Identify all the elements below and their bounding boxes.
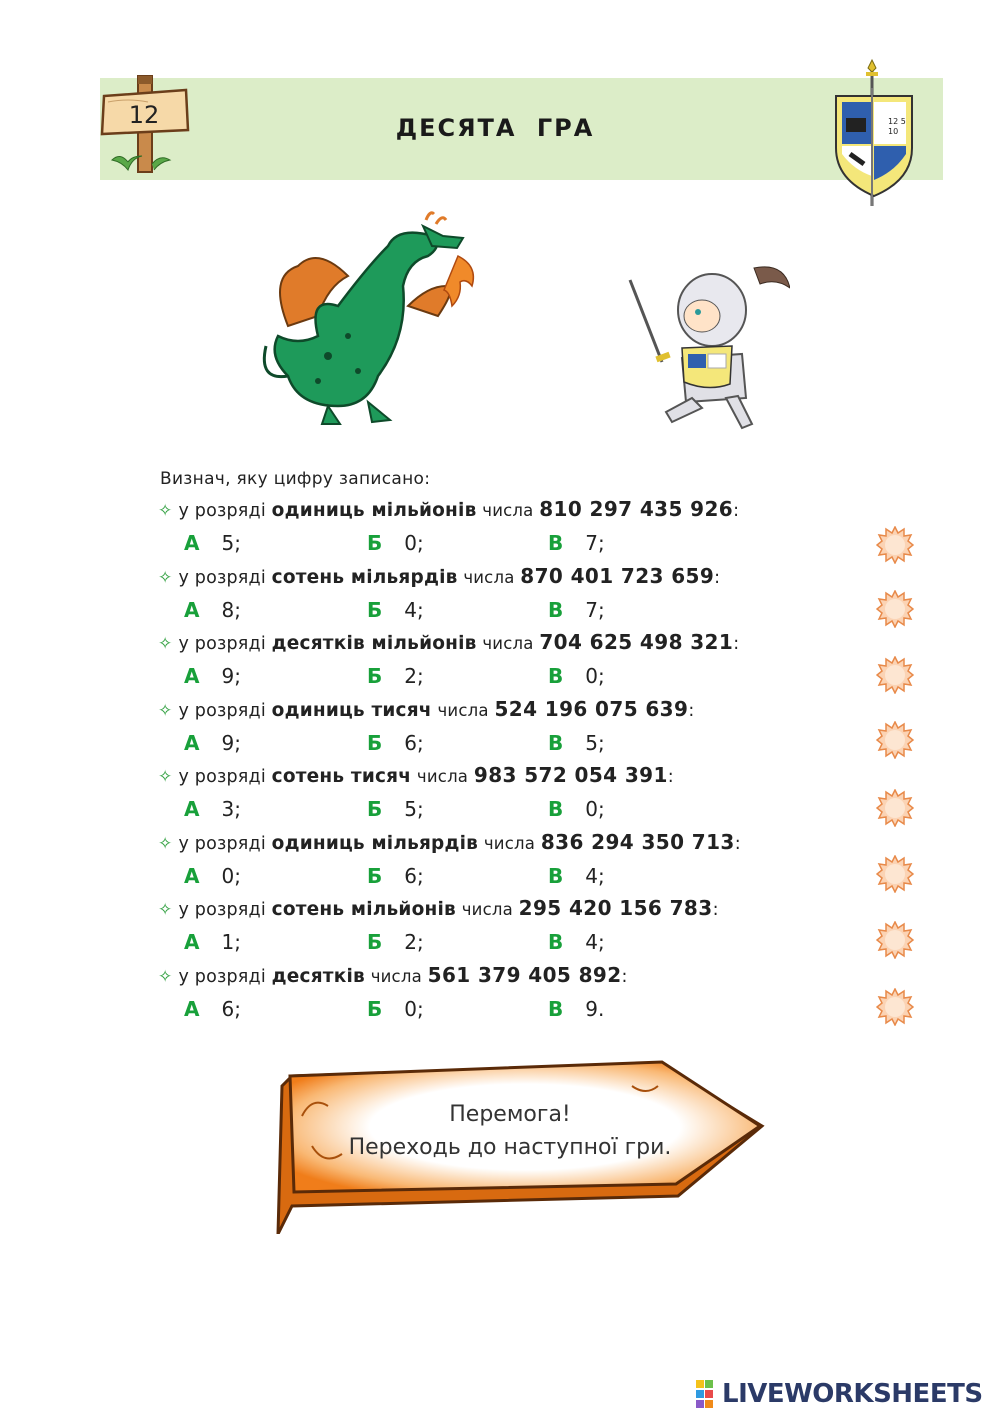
sparkle-icon: ✧: [158, 833, 173, 854]
answer-letter: Б: [367, 930, 383, 954]
answer-letter: Б: [367, 797, 383, 821]
question-end: :: [712, 900, 719, 920]
dragon-illustration: [258, 206, 488, 434]
question-text: [158, 564, 720, 588]
answer-option-c[interactable]: [548, 930, 605, 954]
answer-options: [184, 664, 844, 692]
answer-option-b[interactable]: [367, 797, 424, 821]
question-item: [158, 564, 838, 631]
sparkle-icon: ✧: [158, 567, 173, 588]
answer-option-a[interactable]: [184, 598, 241, 622]
shield-sword-icon: [832, 58, 916, 208]
question-word: числа: [483, 833, 536, 853]
answer-value: 7;: [585, 597, 605, 622]
answer-value: 4;: [404, 597, 424, 622]
question-number: 983 572 054 391: [473, 763, 668, 787]
answer-letter: А: [184, 531, 200, 555]
answer-option-b[interactable]: [367, 598, 424, 622]
answer-letter: В: [548, 996, 564, 1021]
question-word: числа: [463, 567, 515, 587]
sparkle-icon: ✧: [158, 700, 173, 721]
answer-drop-zone-5[interactable]: [876, 789, 914, 827]
question-prefix: у розряді: [178, 501, 266, 521]
question-place: одиниць мільйонів: [271, 500, 477, 521]
question-text: [158, 697, 694, 721]
answer-option-c[interactable]: [548, 598, 605, 622]
answer-letter: А: [184, 930, 200, 954]
answer-letter: В: [548, 730, 564, 755]
instruction-text: Визнач, яку цифру записано:: [160, 469, 431, 489]
question-end: :: [733, 501, 740, 521]
question-number: 870 401 723 659: [520, 563, 715, 588]
answer-option-a[interactable]: [184, 731, 241, 755]
question-prefix: у розряді: [178, 833, 266, 854]
question-text: [158, 763, 674, 787]
answer-letter: Б: [367, 863, 383, 888]
answer-letter: В: [548, 664, 564, 688]
answer-option-a[interactable]: [184, 531, 241, 555]
question-prefix: у розряді: [178, 567, 266, 588]
answer-option-c[interactable]: [548, 664, 605, 688]
question-end: :: [714, 567, 721, 588]
victory-title: Перемога!: [449, 1102, 571, 1127]
answer-option-b[interactable]: [367, 664, 424, 688]
question-word: числа: [461, 900, 513, 919]
answer-letter: В: [548, 863, 564, 888]
page-number: 12: [128, 101, 160, 129]
question-place: десятків: [271, 965, 365, 987]
answer-option-b[interactable]: [367, 864, 424, 888]
next-game-text: Переходь до наступної гри.: [348, 1135, 672, 1160]
answer-value: 8;: [221, 597, 241, 622]
answer-option-c[interactable]: [548, 797, 605, 821]
answer-value: 2;: [404, 930, 424, 954]
answer-value: 2;: [404, 664, 424, 688]
question-text: [158, 497, 739, 521]
answer-value: 5;: [404, 797, 424, 821]
answer-letter: А: [184, 996, 200, 1021]
answer-value: 4;: [585, 863, 605, 888]
answer-value: 5;: [585, 730, 605, 755]
answer-letter: Б: [367, 664, 383, 688]
answer-drop-zone-1[interactable]: [876, 526, 914, 564]
question-item: [158, 630, 838, 697]
liveworksheets-watermark: [696, 1378, 983, 1410]
answer-option-c[interactable]: [548, 997, 604, 1021]
question-word: числа: [482, 634, 534, 653]
question-end: :: [688, 700, 695, 721]
answer-options: [184, 997, 844, 1025]
question-word: числа: [437, 700, 489, 720]
question-text: [158, 830, 741, 854]
answer-letter: А: [184, 730, 200, 755]
question-item: [158, 830, 838, 897]
answer-value: 0;: [585, 797, 605, 821]
question-end: :: [733, 634, 740, 654]
question-number: 836 294 350 713: [540, 829, 735, 854]
answer-value: 9.: [585, 996, 605, 1021]
answer-value: 5;: [221, 531, 241, 555]
question-word: числа: [416, 767, 469, 786]
watermark-text: LIVEWORKSHEETS: [722, 1379, 983, 1409]
question-number: 295 420 156 783: [518, 896, 713, 920]
answer-letter: В: [548, 930, 564, 954]
answer-options: [184, 930, 844, 958]
question-text: [158, 963, 628, 987]
answer-drop-zone-6[interactable]: [876, 855, 914, 893]
answer-letter: А: [184, 863, 200, 888]
answer-letter: А: [184, 664, 200, 688]
answer-letter: Б: [367, 730, 383, 755]
question-prefix: у розряді: [178, 634, 266, 654]
questions-list: [158, 497, 838, 1029]
question-prefix: у розряді: [178, 767, 266, 787]
answer-options: [184, 531, 844, 559]
answer-value: 4;: [585, 930, 605, 954]
answer-option-a[interactable]: [184, 664, 241, 688]
answer-value: 0;: [404, 996, 424, 1021]
answer-value: 1;: [221, 930, 241, 954]
answer-value: 7;: [585, 531, 605, 555]
victory-message: [300, 1098, 720, 1164]
sparkle-icon: ✧: [158, 501, 173, 521]
answer-option-c[interactable]: [548, 864, 605, 888]
answer-options: [184, 731, 844, 759]
liveworksheets-logo-icon: [696, 1380, 722, 1408]
question-place: сотень тисяч: [271, 766, 412, 787]
answer-drop-zone-2[interactable]: [876, 590, 914, 628]
answer-option-b[interactable]: [367, 930, 424, 954]
answer-value: 9;: [221, 664, 241, 688]
question-place: одиниць тисяч: [271, 699, 432, 721]
answer-letter: А: [184, 797, 200, 821]
answer-letter: Б: [367, 597, 383, 622]
question-word: числа: [370, 966, 422, 986]
answer-value: 6;: [404, 863, 424, 888]
svg-text:10: 10: [888, 127, 899, 136]
answer-value: 0;: [585, 664, 605, 688]
svg-text:12 5: 12 5: [888, 117, 906, 126]
sparkle-icon: ✧: [158, 900, 173, 920]
answer-value: 6;: [404, 730, 424, 755]
answer-option-a[interactable]: [184, 797, 241, 821]
page-title: ДЕСЯТА ГРА: [395, 114, 595, 142]
answer-value: 0;: [404, 531, 424, 555]
question-end: :: [667, 767, 674, 787]
answer-value: 3;: [221, 797, 241, 821]
answer-letter: В: [548, 531, 564, 555]
question-item: [158, 697, 838, 764]
answer-letter: Б: [367, 996, 383, 1021]
knight-illustration: [622, 258, 790, 440]
question-prefix: у розряді: [178, 900, 266, 920]
answer-value: 9;: [221, 730, 241, 755]
question-place: сотень мільярдів: [271, 566, 458, 588]
answer-option-a[interactable]: [184, 997, 241, 1021]
question-item: [158, 963, 838, 1030]
answer-letter: В: [548, 597, 564, 622]
question-item: [158, 896, 838, 963]
answer-letter: Б: [367, 531, 383, 555]
question-number: 810 297 435 926: [539, 497, 734, 521]
question-text: [158, 630, 739, 654]
answer-option-c[interactable]: [548, 731, 605, 755]
answer-option-a[interactable]: [184, 864, 241, 888]
answer-options: [184, 598, 844, 626]
answer-options: [184, 864, 844, 892]
answer-option-b[interactable]: [367, 731, 424, 755]
answer-options: [184, 797, 844, 825]
answer-option-b[interactable]: [367, 997, 424, 1021]
question-end: :: [621, 966, 628, 987]
question-prefix: у розряді: [178, 966, 266, 987]
answer-letter: В: [548, 797, 564, 821]
answer-option-a[interactable]: [184, 930, 241, 954]
question-place: сотень мільйонів: [271, 899, 456, 920]
sparkle-icon: ✧: [158, 767, 173, 787]
question-number: 524 196 075 639: [494, 696, 689, 721]
question-prefix: у розряді: [178, 700, 266, 721]
answer-value: 6;: [221, 996, 241, 1021]
question-number: 561 379 405 892: [427, 962, 622, 987]
answer-option-c[interactable]: [548, 531, 605, 555]
answer-drop-zone-3[interactable]: [876, 656, 914, 694]
sparkle-icon: ✧: [158, 966, 173, 987]
question-end: :: [734, 833, 741, 854]
question-place: десятків мільйонів: [271, 633, 477, 654]
answer-drop-zone-8[interactable]: [876, 988, 914, 1026]
answer-drop-zone-4[interactable]: [876, 721, 914, 759]
question-number: 704 625 498 321: [539, 630, 734, 654]
question-text: [158, 896, 719, 920]
question-place: одиниць мільярдів: [271, 832, 479, 854]
answer-option-b[interactable]: [367, 531, 424, 555]
question-item: [158, 763, 838, 830]
answer-letter: А: [184, 597, 200, 622]
answer-drop-zone-7[interactable]: [876, 921, 914, 959]
question-item: [158, 497, 838, 564]
question-word: числа: [482, 501, 534, 520]
sparkle-icon: ✧: [158, 634, 173, 654]
answer-value: 0;: [221, 863, 241, 888]
